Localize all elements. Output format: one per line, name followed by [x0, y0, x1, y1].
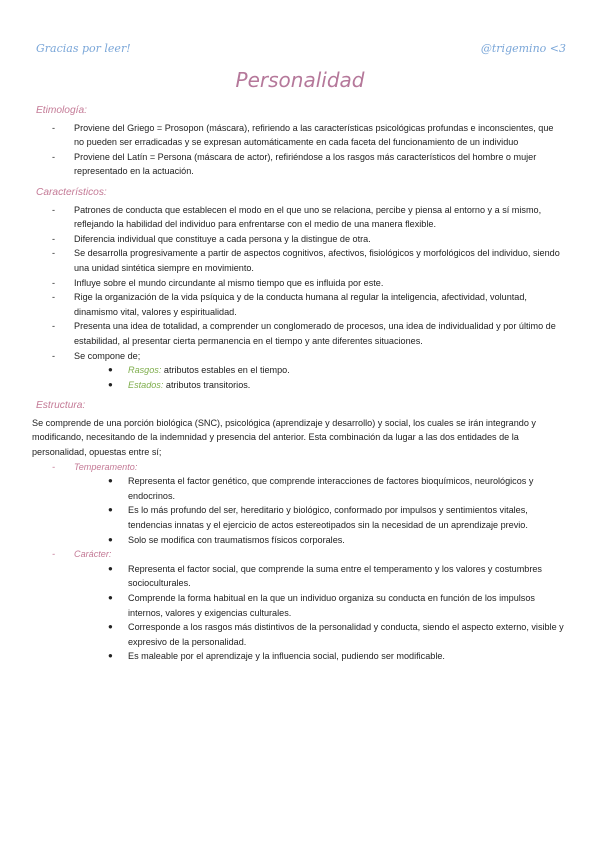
list-item: ● Comprende la forma habitual en la que un individuo organiza su conducta en función de los impulsos internos, valores y exigencias culturales.: [108, 593, 535, 618]
compone-list: [90, 363, 566, 392]
bullet-icon: ●: [108, 365, 113, 375]
list-item: - Proviene del Griego = Prosopon (máscara), refiriendo a las características psicológicas profundas e inconscientes, que no pueden ser erradicadas y se expresan automáticamente en cada faceta del funcionamiento de un individuo: [52, 122, 554, 148]
header-thanks: Gracias por leer!: [36, 42, 131, 55]
list-item: - Diferencia individual que constituye a cada persona y la distingue de otra.: [52, 233, 371, 244]
list-item: - Rige la organización de la vida psíquica y de la conducta humana al regular la inteligencia, afectividad, voluntad, dinamismo vital, valores y espiritualidad.: [52, 292, 527, 317]
list-item: ● Es maleable por el aprendizaje y la influencia social, pudiendo ser modificable.: [90, 649, 566, 664]
bullet-icon: ●: [108, 476, 113, 486]
caracter-list: [90, 562, 566, 664]
section-heading-etimologia: Etimología:: [36, 105, 87, 116]
section-heading-estructura: Estructura:: [36, 400, 86, 412]
list-item: - Proviene del Latín = Persona (máscara de actor), refiriéndose a los rasgos más característicos del hombre o mujer representado en la actuación.: [52, 151, 537, 177]
list-item: - Carácter: ● Representa el factor social, que comprende la suma entre el temperamento y los valores y costumbres socioculturales. ● Comprende la forma habitual en la que un individuo organiza su conducta en función de los impulsos internos, valores y exigencias culturales. ● Corresponde a los rasgos más distintivos de la personalidad y conducta, siendo el aspecto externo, visible y expresivo de la personalidad. ● Es maleable por el aprendizaje y la influencia social, pudiendo ser modificable.: [36, 547, 566, 664]
header-author: @trigemino <3: [480, 42, 566, 55]
list-item: ● Es lo más profundo del ser, hereditario y biológico, conformado por impulsos y sentimientos vitales, tendencias innatas y el ejercicio de actos estereotipados sin la necesidad de un aprendizaje previo.: [108, 505, 528, 531]
estructura-list: [36, 460, 566, 664]
estructura-paragraph: Se comprende de una porción biológica (SNC), psicológica (aprendizaje y desarrollo) y social, los cuales se irán integrando y modificando, necesitando de la indemnidad y presencia del anterior. Esta combinación da lugar a las dos entidades de la personalidad, opuestas entre sí;: [32, 417, 536, 458]
bullet-icon: ●: [108, 651, 113, 661]
bullet-icon: ●: [108, 593, 113, 602]
list-item: ● Representa el factor genético, que comprende interacciones de factores bioquímicos, neurológicos y endocrinos.: [108, 476, 534, 501]
temperamento-list: [90, 474, 566, 547]
list-item: - Se compone de; ● Rasgos: atributos estables en el tiempo. ● Estados: atributos transitorios.: [36, 349, 566, 393]
bullet-icon: ●: [108, 379, 113, 389]
list-item: - Temperamento: ● Representa el factor genético, que comprende interacciones de factores bioquímicos, neurológicos y endocrinos. ● Es lo más profundo del ser, hereditario y biológico, conformado por impulsos y sentimientos vitales, tendencias innatas y el ejercicio de actos estereotipados sin la necesidad de un aprendizaje previo. ● Solo se modifica con traumatismos físicos corporales.: [36, 460, 566, 548]
list-item: ● Rasgos: atributos estables en el tiempo.: [90, 363, 566, 378]
bullet-icon: ●: [108, 622, 113, 632]
bullet-icon: ●: [108, 563, 113, 573]
document-body: [32, 104, 566, 664]
bullet-icon: ●: [108, 534, 113, 544]
section-heading-caracteristicas: Característicos:: [36, 186, 107, 198]
list-item: ● Solo se modifica con traumatismos físicos corporales.: [90, 533, 566, 548]
list-item: - Patrones de conducta que establecen el modo en el que uno se relaciona, percibe y piensa al entorno y a sí mismo, reflejando la habilidad del individuo para enfrentarse con el medio de una manera flexible.: [52, 204, 542, 230]
list-item: - Presenta una idea de totalidad, a comprender un conglomerado de procesos, una idea de individualidad y por último de estabilidad, al presentar cierta permanencia en el tiempo y ante diferentes situaciones.: [52, 321, 556, 346]
list-item: - Influye sobre el mundo circundante al mismo tiempo que es influida por este.: [52, 277, 384, 288]
list-item: ● Estados: atributos transitorios.: [90, 378, 566, 393]
etimologia-list: [36, 121, 566, 179]
page-title: Personalidad: [235, 68, 365, 92]
list-item: - Se desarrolla progresivamente a partir de aspectos cognitivos, afectivos, fisiológicos y morfológicos del individuo, siendo una unidad sintética siempre en movimiento.: [52, 248, 560, 273]
caracteristicas-list: [36, 203, 566, 393]
list-item: ● Corresponde a los rasgos más distintivos de la personalidad y conducta, siendo el aspecto externo, visible y expresivo de la personalidad.: [108, 622, 564, 647]
list-item: ● Representa el factor social, que comprende la suma entre el temperamento y los valores y costumbres socioculturales.: [108, 563, 542, 589]
bullet-icon: ●: [108, 505, 113, 515]
